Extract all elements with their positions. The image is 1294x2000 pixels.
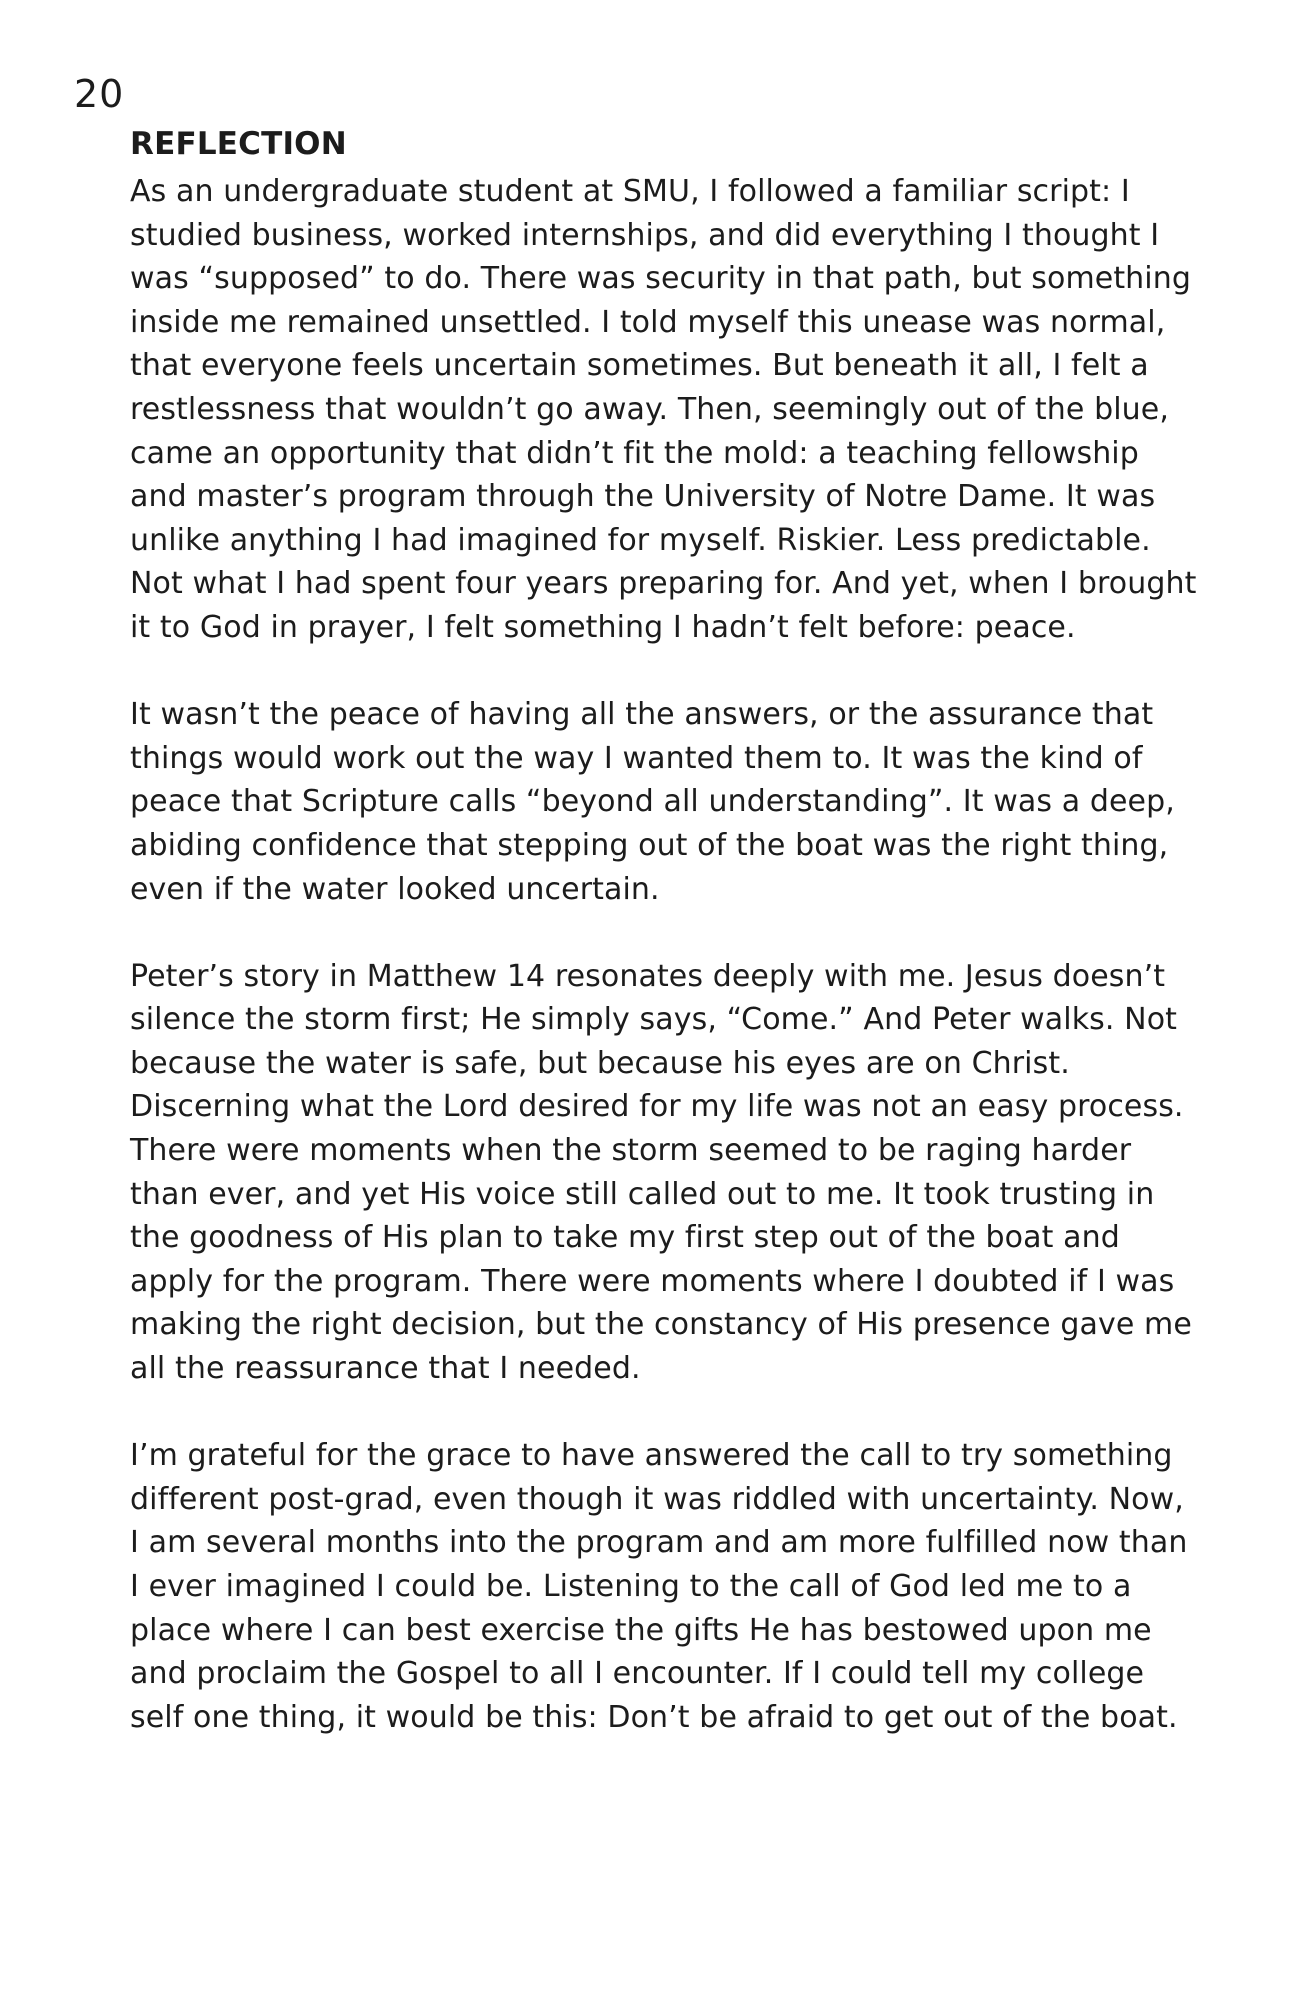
section-heading: REFLECTION bbox=[130, 126, 347, 162]
article-body bbox=[130, 124, 1200, 1739]
paragraph-1: As an undergraduate student at SMU, I followed a familiar script: I studied business, worked internships, and did everything I thought I was “supposed” to do. There was security in that path, but something inside me remained unsettled. I told myself this unease was normal, that everyone feels uncertain sometimes. But beneath it all, I felt a restlessness that wouldn’t go away. Then, seemingly out of the blue, came an opportunity that didn’t fit the mold: a teaching fellowship and master’s program through the University of Notre Dame. It was unlike anything I had imagined for myself. Riskier. Less predictable. Not what I had spent four years preparing for. And yet, when I brought it to God in prayer, I felt something I hadn’t felt before: peace. bbox=[130, 174, 1197, 645]
paragraph-3: Peter’s story in Matthew 14 resonates deeply with me. Jesus doesn’t silence the storm first; He simply says, “Come.” And Peter walks. Not because the water is safe, but because his eyes are on Christ. Discerning what the Lord desired for my life was not an easy process. There were moments when the storm seemed to be raging harder than ever, and yet His voice still called out to me. It took trusting in the goodness of His plan to take my first step out of the boat and apply for the program. There were moments where I doubted if I was making the right decision, but the constancy of His presence gave me all the reassurance that I needed. bbox=[130, 958, 1192, 1387]
page-number: 20 bbox=[74, 72, 125, 116]
paragraph-4: I’m grateful for the grace to have answered the call to try something different post-grad, even though it was riddled with uncertainty. Now, I am several months into the program and am more fulfilled now than I ever imagined I could be. Listening to the call of God led me to a place where I can best exercise the gifts He has bestowed upon me and proclaim the Gospel to all I encounter. If I could tell my college self one thing, it would be this: Don’t be afraid to get out of the boat. bbox=[130, 1438, 1188, 1735]
paragraph-2: It wasn’t the peace of having all the answers, or the assurance that things would work out the way I wanted them to. It was the kind of peace that Scripture calls “beyond all understanding”. It was a deep, abiding confidence that stepping out of the boat was the right thing, even if the water looked uncertain. bbox=[130, 697, 1175, 907]
